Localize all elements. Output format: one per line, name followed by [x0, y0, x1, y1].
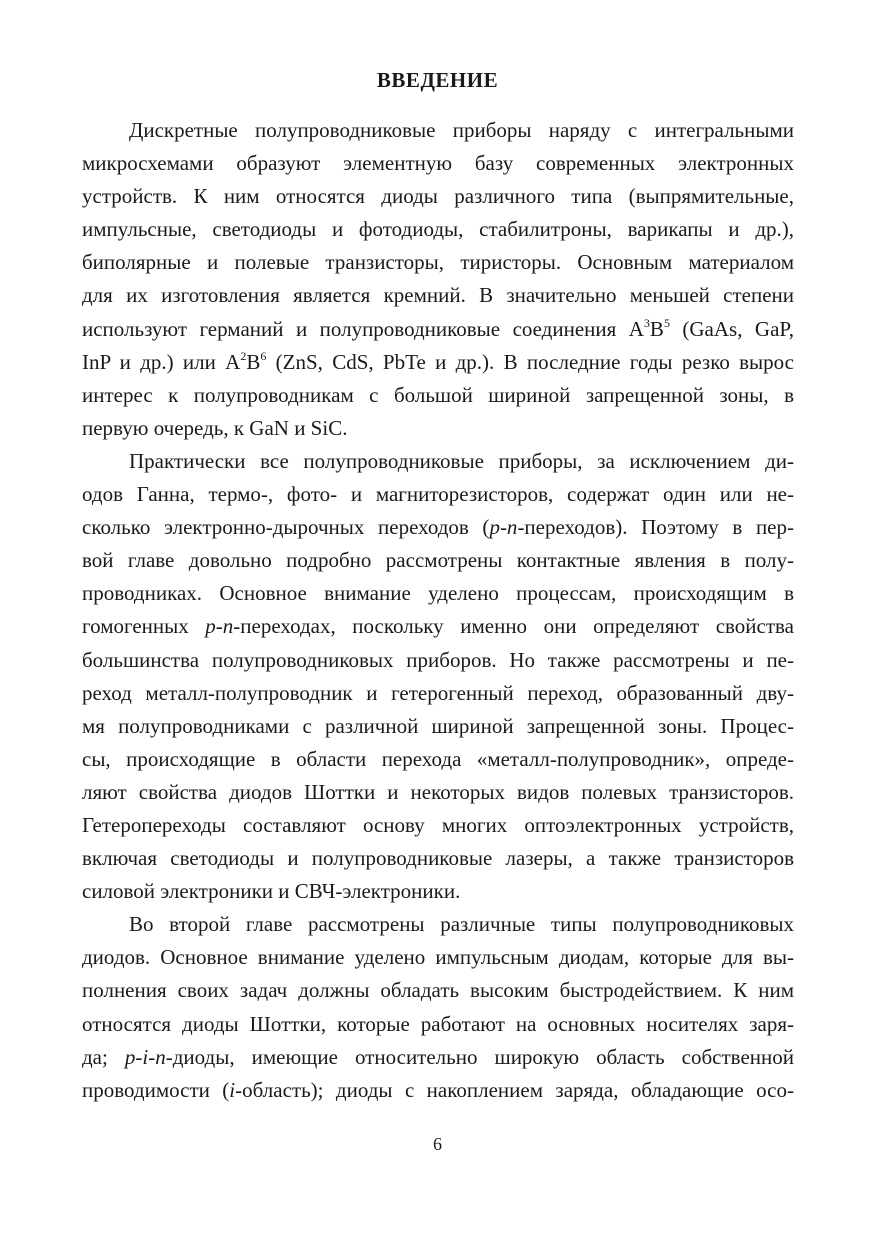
text-line	[82, 346, 794, 379]
text-line: полнения своих задач должны обладать высоким быстродействием. К ним	[82, 978, 794, 1003]
text-line: вой главе довольно подробно рассмотрены контактные явления в полу-	[82, 548, 794, 573]
paragraph-1	[82, 114, 794, 445]
text-fragment: проводимости (i-область); диоды с накоплением заряда, обладающие осо-	[82, 1077, 794, 1102]
paragraph-3	[82, 908, 794, 1107]
text-line	[82, 610, 794, 643]
text-line: первую очередь, к GaN и SiC.	[82, 415, 348, 440]
text-line: большинства полупроводниковых приборов. Но также рассмотрены и пе-	[82, 647, 794, 672]
superscript: 3	[643, 315, 650, 330]
italic-term: p-i-n	[124, 1044, 166, 1069]
italic-term: i	[229, 1077, 236, 1102]
text-fragment: да; p-i-n-диоды, имеющие относительно широкую область собственной	[82, 1044, 795, 1069]
body-text	[82, 114, 794, 1107]
italic-term: p-n	[205, 614, 234, 639]
text-fragment: используют германий и полупроводниковые соединения $A^3B^5$ (GaAs, GaP,	[82, 315, 794, 341]
text-line: Во второй главе рассмотрены различные типы полупроводниковых	[129, 912, 794, 937]
text-fragment: гомогенных p-n-переходах, поскольку именно они определяют свойства	[82, 614, 794, 639]
text-line: мя полупроводниками с различной шириной запрещенной зоны. Процес-	[82, 713, 794, 738]
text-line: Гетеропереходы составляют основу многих оптоэлектронных устройств,	[82, 812, 794, 837]
text-line	[82, 511, 794, 544]
italic-term: p-n	[489, 515, 518, 540]
superscript: 5	[663, 315, 670, 330]
superscript: 6	[260, 348, 267, 363]
text-line: Практически все полупроводниковые приборы, за исключением ди-	[129, 448, 794, 473]
text-line: ляют свойства диодов Шоттки и некоторых видов полевых транзисторов.	[82, 779, 794, 804]
text-line: относятся диоды Шоттки, которые работают на основных носителях заря-	[82, 1011, 794, 1036]
text-line: силовой электроники и СВЧ-электроники.	[82, 879, 461, 904]
text-line: реход металл-полупроводник и гетерогенный переход, образованный дву-	[82, 680, 794, 705]
superscript: 2	[240, 348, 247, 363]
text-fragment: InP и др.) или $A^2B^6$ (ZnS, CdS, PbTe и др.). В последние годы резко вырос	[82, 348, 795, 374]
text-line: интерес к полупроводникам с большой шириной запрещенной зоны, в	[82, 382, 794, 407]
text-line	[82, 313, 794, 346]
text-line: проводниках. Основное внимание уделено процессам, происходящим в	[82, 581, 794, 606]
text-fragment: сколько электронно-дырочных переходов (p-n-переходов). Поэтому в пер-	[82, 515, 795, 540]
page-title: ВВЕДЕНИЕ	[376, 68, 499, 92]
text-line: сы, происходящие в области перехода «металл-полупроводник», опреде-	[82, 746, 794, 771]
page-number: 6	[433, 1134, 442, 1154]
text-line: включая светодиоды и полупроводниковые лазеры, а также транзисторов	[82, 846, 794, 871]
text-line: устройств. К ним относятся диоды различного типа (выпрямительные,	[82, 184, 794, 209]
text-line: одов Ганна, термо-, фото- и магниторезисторов, содержат один или не-	[82, 482, 794, 507]
text-line: Дискретные полупроводниковые приборы наряду с интегральными	[129, 118, 794, 142]
text-line	[82, 1074, 794, 1107]
text-line	[82, 1041, 794, 1074]
paragraph-2	[82, 445, 794, 908]
text-line: импульсные, светодиоды и фотодиоды, стабилитроны, варикапы и др.),	[82, 217, 794, 242]
text-line: для их изготовления является кремний. В значительно меньшей степени	[82, 283, 794, 308]
text-line: микросхемами образуют элементную базу современных электронных	[82, 151, 794, 176]
text-line: диодов. Основное внимание уделено импульсным диодам, которые для вы-	[82, 945, 794, 970]
text-line: биполярные и полевые транзисторы, тиристоры. Основным материалом	[82, 250, 794, 275]
